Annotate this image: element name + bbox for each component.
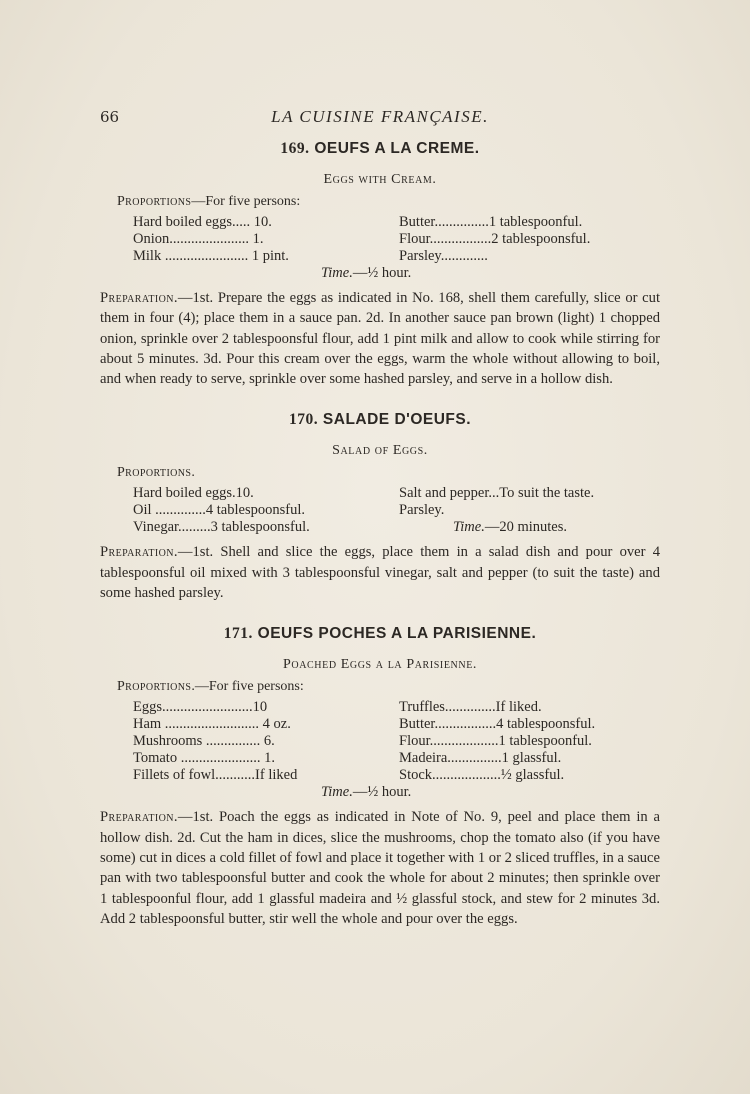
ingredient-row <box>133 519 658 536</box>
proportions-heading <box>117 194 660 210</box>
ingredient-left: Onion...................... 1. <box>133 231 264 247</box>
ingredient-row <box>133 699 658 716</box>
recipe-number: 170. <box>288 411 319 429</box>
ingredients-table <box>133 485 658 536</box>
cooking-time <box>453 519 567 536</box>
recipe-title <box>100 411 660 429</box>
ingredient-left: Hard boiled eggs.10. <box>133 485 254 502</box>
preparation-body: —1st. Prepare the eggs as indicated in No. 168, shell them carefully, slice or cut them in four (4); place them in a sauce pan. 2d. In another sauce pan brown (light) 1 chopped onion, sprinkle over 2 tablespoonsful flour, add 1 pint milk and allow to cook while stirring for about 5 minutes. 3d. Pour this cream over the eggs, warm the whole without allowing to boil, and when ready to serve, sprinkle over some hashed parsley, and serve in a hollow dish. <box>100 290 660 388</box>
proportions-heading <box>117 679 660 695</box>
time-value: —½ hour. <box>352 784 412 801</box>
ingredient-left: Tomato ...................... 1. <box>133 750 275 767</box>
ingredient-right: Madeira...............1 glassful. <box>399 750 562 767</box>
ingredient-row <box>133 733 658 750</box>
time-label: Time. <box>321 265 353 281</box>
ingredient-right: Butter.................4 tablespoonsful. <box>399 716 596 733</box>
time-label: Time. <box>321 784 353 801</box>
ingredient-left: Ham .......................... 4 oz. <box>133 716 291 733</box>
page-number: 66 <box>100 108 120 126</box>
ingredient-left: Mushrooms ............... 6. <box>133 733 275 750</box>
time-label: Time. <box>453 519 485 536</box>
recipe-subtitle: Salad of Eggs. <box>332 443 428 459</box>
time-value: —20 minutes. <box>484 519 567 536</box>
preparation-text <box>100 807 660 929</box>
ingredient-row <box>133 750 658 767</box>
preparation-body: —1st. Shell and slice the eggs, place them in a salad dish and pour over 4 tablespoonsful oil mixed with 3 tablespoonsful vinegar, salt and pepper (to suit the taste) and some hashed parsley. <box>100 544 660 602</box>
preparation-label: Preparation. <box>100 809 178 826</box>
ingredients-table <box>133 699 658 801</box>
ingredient-left: Oil ..............4 tablespoonsful. <box>133 502 305 519</box>
ingredient-row <box>133 231 658 248</box>
page-header <box>100 108 660 132</box>
ingredient-row <box>133 485 658 502</box>
proportions-label: Proportions <box>117 194 192 209</box>
recipe-subtitle: Poached Eggs a la Parisienne. <box>282 657 478 673</box>
proportions-suffix: .—For five persons: <box>191 679 304 695</box>
preparation-label: Preparation. <box>100 544 178 561</box>
time-row <box>133 265 658 282</box>
recipe-171 <box>100 625 660 929</box>
proportions-label: Proportions <box>117 679 192 695</box>
ingredient-right: Flour.................2 tablespoonsful. <box>399 231 591 247</box>
ingredient-right: Parsley............. <box>399 248 488 264</box>
ingredient-row <box>133 502 658 519</box>
ingredient-row <box>133 248 658 265</box>
running-title: LA CUISINE FRANÇAISE. <box>271 107 489 126</box>
recipe-subtitle: Eggs with Cream. <box>323 172 437 187</box>
proportions-label: Proportions <box>117 465 192 481</box>
proportions-suffix: —For five persons: <box>191 194 301 209</box>
recipe-title <box>100 625 660 643</box>
recipe-name: OEUFS POCHES A LA PARISIENNE. <box>257 625 537 643</box>
ingredient-right: Stock...................½ glassful. <box>399 767 565 784</box>
ingredient-right: Butter...............1 tablespoonful. <box>399 214 583 230</box>
ingredient-right: Flour...................1 tablespoonful. <box>399 733 592 750</box>
time-row <box>133 784 658 801</box>
recipe-170 <box>100 411 660 603</box>
ingredient-row <box>133 716 658 733</box>
proportions-suffix: . <box>191 465 195 481</box>
recipe-name: SALADE D'OEUFS. <box>322 411 472 429</box>
preparation-text <box>100 288 660 389</box>
ingredient-left: Milk ....................... 1 pint. <box>133 248 289 264</box>
ingredient-right: Salt and pepper...To suit the taste. <box>399 485 595 502</box>
time-value: —½ hour. <box>352 265 412 281</box>
ingredient-row <box>133 767 658 784</box>
preparation-body: —1st. Poach the eggs as indicated in Note of No. 9, peel and place them in a hollow dish. 2d. Cut the ham in dices, slice the mushrooms, chop the tomato also (if you have some) cut in dices a cold fillet of fowl and place it together with 1 or 2 sliced truffles, in a sauce pan with two tablespoonsful butter and cook the whole for about 2 minutes; then sprinkle over 1 tablespoonful flour, add 1 glassful madeira and ½ glassful stock, and stew for 2 minutes 3d. Add 2 tablespoonsful butter, stir well the whole and pour over the eggs. <box>100 809 660 927</box>
recipe-name: OEUFS A LA CREME. <box>314 140 480 157</box>
preparation-text <box>100 542 660 603</box>
recipe-number: 169. <box>280 140 310 157</box>
cooking-time <box>321 265 411 282</box>
ingredient-left: Hard boiled eggs..... 10. <box>133 214 272 230</box>
recipe-number: 171. <box>223 625 253 643</box>
page-content <box>100 140 660 929</box>
recipe-title <box>100 140 660 158</box>
proportions-heading <box>117 465 660 481</box>
cooking-time <box>321 784 411 801</box>
ingredient-left: Fillets of fowl...........If liked <box>133 767 298 784</box>
preparation-label: Preparation. <box>100 290 178 306</box>
ingredient-right: Truffles..............If liked. <box>399 699 542 716</box>
ingredient-left: Eggs.........................10 <box>133 699 268 716</box>
ingredient-right: Parsley. <box>399 502 445 519</box>
ingredients-table <box>133 214 658 282</box>
ingredient-row <box>133 214 658 231</box>
ingredient-left: Vinegar.........3 tablespoonsful. <box>133 519 310 536</box>
recipe-169 <box>100 140 660 389</box>
